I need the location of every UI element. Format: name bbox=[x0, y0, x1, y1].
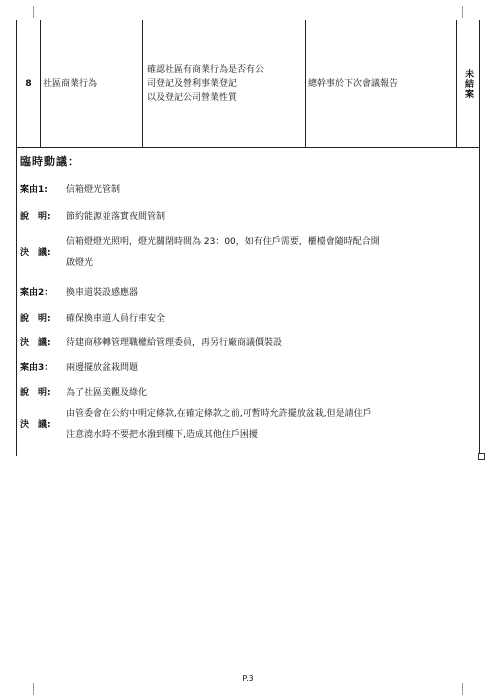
entry-label: 說 明: bbox=[20, 388, 51, 398]
entry-line: 注意澆水時不要把水潑到樓下,造成其他住戶困擾 bbox=[66, 430, 258, 440]
list-item bbox=[20, 210, 466, 224]
item-status bbox=[457, 20, 479, 147]
entry-label: 案由3： bbox=[20, 363, 54, 373]
crop-mark bbox=[33, 6, 34, 18]
description-line: 確認社區有商業行為是否有公 bbox=[147, 64, 265, 75]
item-title: 社區商業行為 bbox=[41, 20, 143, 147]
list-item bbox=[20, 361, 466, 375]
entry-text: 節約能源並落實夜間管制 bbox=[66, 212, 166, 222]
list-item bbox=[20, 312, 466, 326]
list-item bbox=[20, 232, 470, 274]
entry-label: 決 議: bbox=[20, 248, 51, 258]
entry-label: 決 議: bbox=[20, 420, 51, 430]
item-resolution: 總幹事於下次會議報告 bbox=[306, 20, 457, 147]
entry-label: 案由1: bbox=[20, 185, 48, 195]
entry-label: 案由2： bbox=[20, 288, 54, 298]
item-number: 8 bbox=[17, 20, 41, 147]
list-item bbox=[20, 286, 466, 300]
description-line: 司登記及營利事業登記 bbox=[147, 78, 238, 89]
entry-label: 決 議: bbox=[20, 338, 51, 348]
item-description bbox=[143, 20, 306, 147]
entry-text bbox=[66, 404, 470, 446]
page-number: P.3 bbox=[242, 674, 254, 683]
resize-handle[interactable] bbox=[478, 453, 485, 460]
list-item bbox=[20, 386, 466, 400]
entry-text bbox=[66, 232, 470, 274]
crop-mark bbox=[33, 683, 34, 695]
entry-line: 由管委會在公約中明定條款,在確定條款之前,可暫時允許擺放盆栽,但是請住戶 bbox=[66, 409, 372, 419]
entry-line: 啟燈光 bbox=[66, 258, 94, 268]
agenda-table-row bbox=[17, 20, 479, 148]
crop-mark bbox=[462, 683, 463, 695]
entry-label: 說 明: bbox=[20, 212, 51, 222]
entry-line: 信箱燈燈光照明，燈光關閉時間為 23：00，如有住戶需要，櫃檯會隨時配合開 bbox=[66, 237, 380, 247]
list-item bbox=[20, 183, 466, 197]
crop-mark bbox=[462, 6, 463, 18]
section-title: 臨時動議： bbox=[20, 155, 80, 168]
entry-label: 說 明: bbox=[20, 314, 51, 324]
entry-text: 兩邊擺放盆栽問題 bbox=[66, 363, 139, 373]
entry-text: 信箱燈光管制 bbox=[66, 185, 121, 195]
entry-text: 為了社區美觀及綠化 bbox=[66, 388, 148, 398]
document-page bbox=[16, 20, 480, 456]
description-line: 以及登記公司營業性質 bbox=[147, 92, 238, 103]
entry-text: 換車道裝設感應器 bbox=[66, 288, 139, 298]
status-text: 未結案 bbox=[463, 68, 473, 99]
entry-text: 待建商移轉管理職權給管理委員，再另行廠商議價裝設 bbox=[66, 338, 283, 348]
list-item bbox=[20, 404, 470, 446]
list-item bbox=[20, 336, 466, 350]
entry-text: 確保換車道人員行車安全 bbox=[66, 314, 166, 324]
